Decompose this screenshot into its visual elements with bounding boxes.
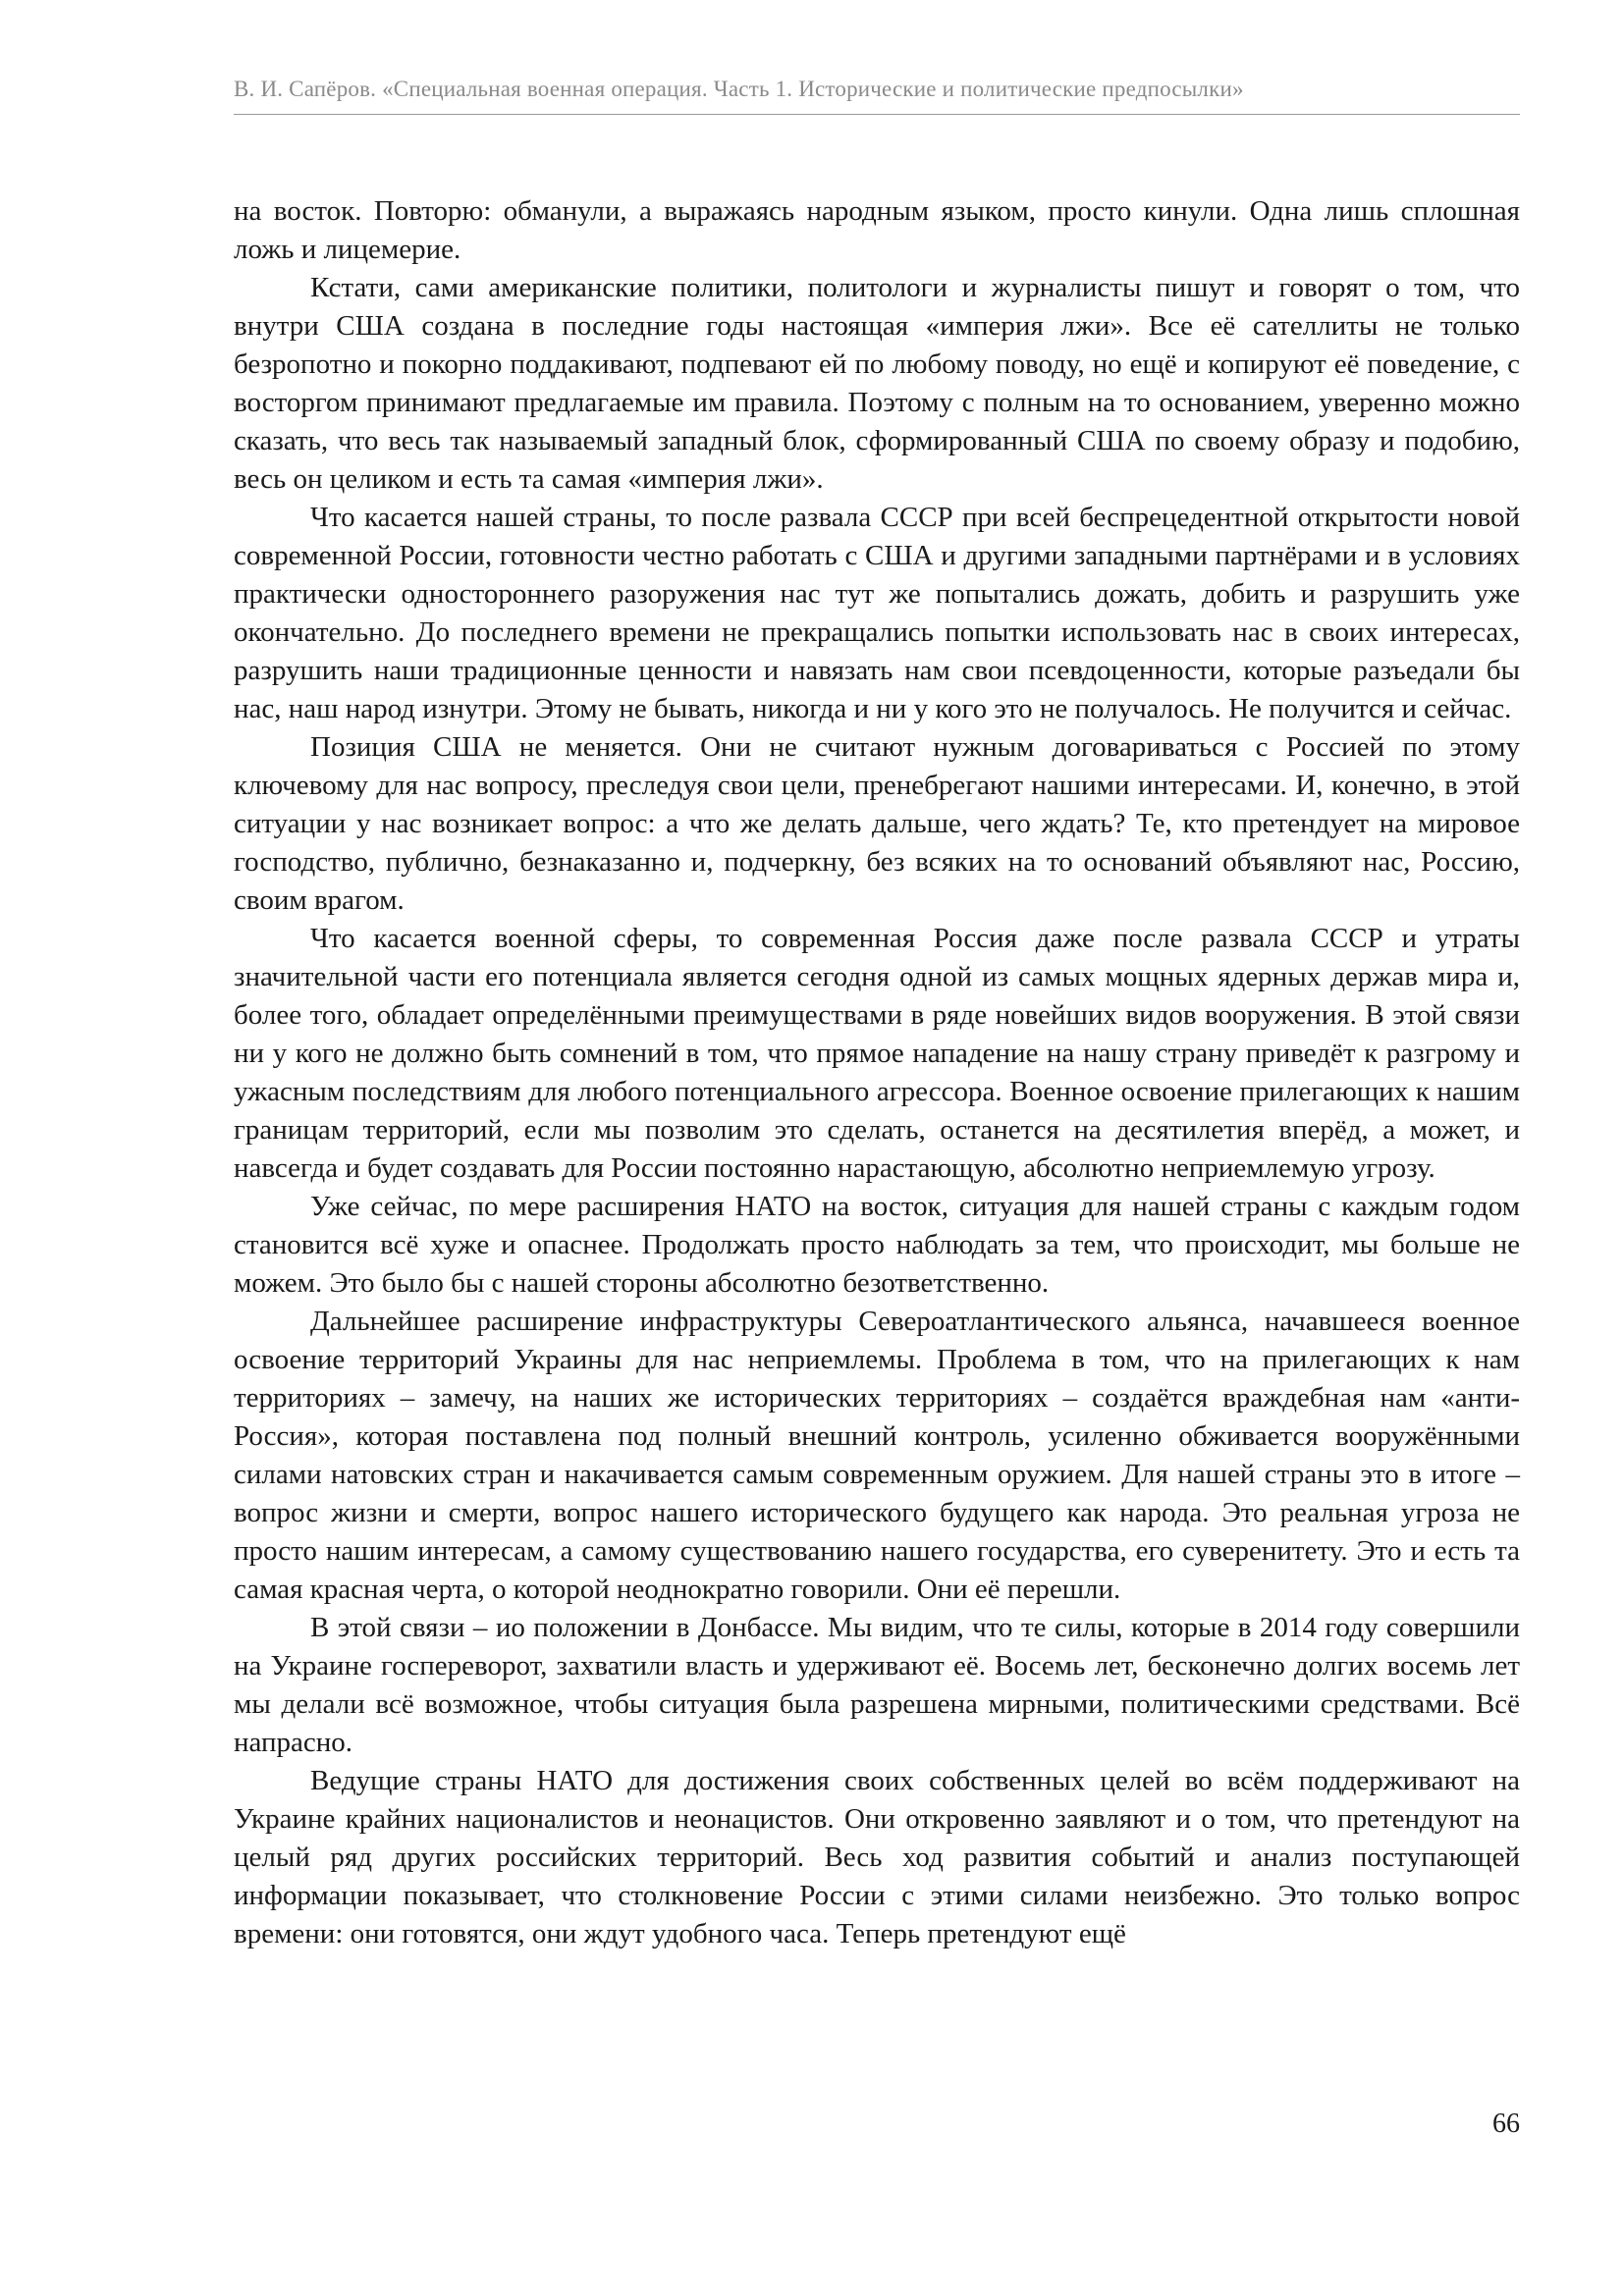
page-number: 66 [1492, 2109, 1520, 2139]
paragraph: Что касается нашей страны, то после развала СССР при всей беспрецедентной открытости новой современной России, готовности честно работать с США и другими западными партнёрами и в условиях практически одностороннего разоружения нас тут же попытались дожать, добить и разрушить уже окончательно. До последнего времени не прекращались попытки использовать нас в своих интересах, разрушить наши традиционные ценности и навязать нам свои псевдоценности, которые разъедали бы нас, наш народ изнутри. Этому не бывать, никогда и ни у кого это не получалось. Не получится и сейчас. [234, 502, 1520, 724]
paragraph: на восток. Повторю: обманули, а выражаясь народным языком, просто кинули. Одна лишь сплошная ложь и лицемерие. [234, 195, 1520, 265]
paragraph: Дальнейшее расширение инфраструктуры Североатлантического альянса, начавшееся военное освоение территорий Украины для нас неприемлемы. Проблема в том, что на прилегающих к нам территориях – замечу, на наших же исторических территориях – создаётся враждебная нам «анти-Россия», которая поставлена под полный внешний контроль, усиленно обживается вооружёнными силами натовских стран и накачивается самым современным оружием. Для нашей страны это в итоге – вопрос жизни и смерти, вопрос нашего исторического будущего как народа. Это реальная угроза не просто нашим интересам, а самому существованию нашего государства, его суверенитету. Это и есть та самая красная черта, о которой неоднократно говорили. Они её перешли. [234, 1306, 1520, 1605]
paragraph: Кстати, сами американские политики, политологи и журналисты пишут и говорят о том, что внутри США создана в последние годы настоящая «империя лжи». Все её сателлиты не только безропотно и покорно поддакивают, подпевают ей по любому поводу, но ещё и копируют её поведение, с восторгом принимают предлагаемые им правила. Поэтому с полным на то основанием, уверенно можно сказать, что весь так называемый западный блок, сформированный США по своему образу и подобию, весь он целиком и есть та самая «империя лжи». [234, 272, 1520, 495]
paragraph: В этой связи – ио положении в Донбассе. Мы видим, что те силы, которые в 2014 году совершили на Украине госпереворот, захватили власть и удерживают её. Восемь лет, бесконечно долгих восемь лет мы делали всё возможное, чтобы ситуация была разрешена мирными, политическими средствами. Всё напрасно. [234, 1612, 1520, 1758]
paragraph: Ведущие страны НАТО для достижения своих собственных целей во всём поддерживают на Украине крайних националистов и неонацистов. Они откровенно заявляют и о том, что претендуют на целый ряд других российских территорий. Весь ход развития событий и анализ поступающей информации показывает, что столкновение России с этими силами неизбежно. Это только вопрос времени: они готовятся, они ждут удобного часа. Теперь претендуют ещё [234, 1765, 1520, 1949]
paragraph: Позиция США не меняется. Они не считают нужным договариваться с Россией по этому ключевому для нас вопросу, преследуя свои цели, пренебрегают нашими интересами. И, конечно, в этой ситуации у нас возникает вопрос: а что же делать дальше, чего ждать? Те, кто претендует на мировое господство, публично, безнаказанно и, подчеркну, без всяких на то оснований объявляют нас, Россию, своим врагом. [234, 731, 1520, 916]
body-text [234, 192, 1520, 1953]
paragraph: Уже сейчас, по мере расширения НАТО на восток, ситуация для нашей страны с каждым годом становится всё хуже и опаснее. Продолжать просто наблюдать за тем, что происходит, мы больше не можем. Это было бы с нашей стороны абсолютно безответственно. [234, 1191, 1520, 1299]
paragraph: Что касается военной сферы, то современная Россия даже после развала СССР и утраты значительной части его потенциала является сегодня одной из самых мощных ядерных держав мира и, более того, обладает определёнными преимуществами в ряде новейших видов вооружения. В этой связи ни у кого не должно быть сомнений в том, что прямое нападение на нашу страну приведёт к разгрому и ужасным последствиям для любого потенциального агрессора. Военное освоение прилегающих к нашим границам территорий, если мы позволим это сделать, останется на десятилетия вперёд, а может, и навсегда и будет создавать для России постоянно нарастающую, абсолютно неприемлемую угрозу. [234, 923, 1520, 1184]
running-header: В. И. Сапёров. «Специальная военная операция. Часть 1. Исторические и политические предпосылки» [234, 77, 1244, 101]
header-rule [234, 114, 1520, 115]
